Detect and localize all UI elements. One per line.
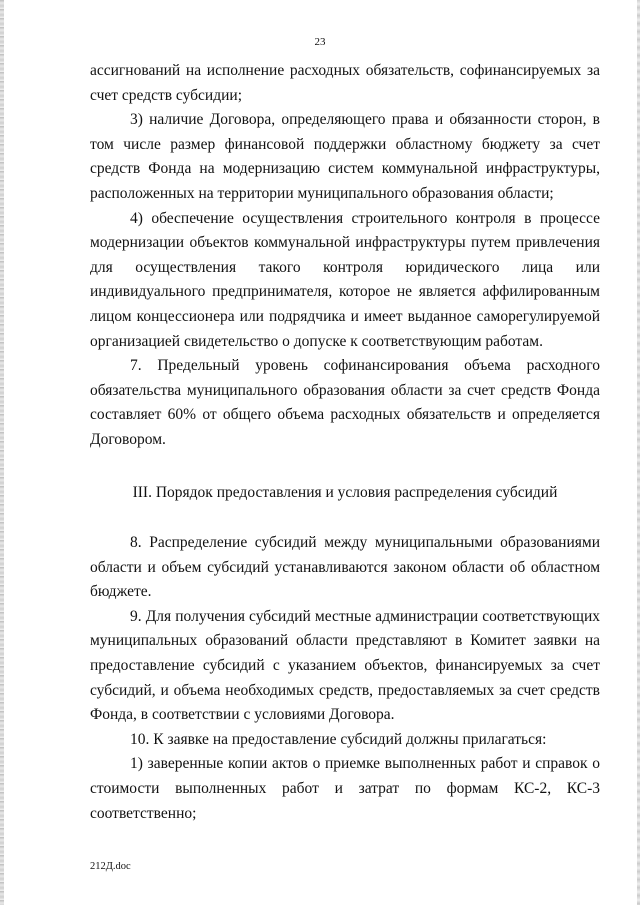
paragraph-clause-9: 9. Для получения субсидий местные администрации соответствующих муниципальных образований области представляют в Комитет заявки на предоставление субсидий с указанием объектов, финансируемых за счет субсидий, и объема необходимых средств, предоставляемых за счет средств Фонда, в соответствии с условиями Договора. bbox=[90, 607, 600, 724]
paragraph-continuation: ассигнований на исполнение расходных обязательств, софинансируемых за счет средств субсидии; bbox=[90, 62, 600, 104]
paragraph-sub-item-1: 1) заверенные копии актов о приемке выполненных работ и справок о стоимости выполненных работ и затрат по формам КС-2, КС-3 соответственно; bbox=[90, 755, 600, 822]
paragraph-clause-8: 8. Распределение субсидий между муниципальными образованиями области и объем субсидий устанавливаются законом области об областном бюджете. bbox=[90, 534, 600, 601]
paragraph-item-3: 3) наличие Договора, определяющего права и обязанности сторон, в том числе размер финансовой поддержки областному бюджету за счет средств Фонда на модернизацию систем коммунальной инфраструктуры, расположенных на территории муниципального образования области; bbox=[90, 111, 600, 202]
paragraph-item-4: 4) обеспечение осуществления строительного контроля в процессе модернизации объектов коммунальной инфраструктуры путем привлечения для осуществления такого контроля юридического лица или индивидуального предпринимателя, которое не является аффилированным лицом концессионера или подрядчика и имеет выданное саморегулируемой организацией свидетельство о допуске к соответствующим работам. bbox=[90, 209, 600, 350]
section-heading: III. Порядок предоставления и условия распределения субсидий bbox=[132, 483, 558, 501]
document-body bbox=[90, 59, 600, 826]
footer-file-code: 212Д.doc bbox=[90, 861, 131, 872]
page-number: 23 bbox=[314, 36, 326, 48]
scan-edge-left bbox=[0, 0, 4, 905]
paragraph-clause-7: 7. Предельный уровень софинансирования объема расходного обязательства муниципального образования области за счет средств Фонда составляет 60% от общего объема расходных обязательств и определяется Договором. bbox=[90, 357, 600, 448]
paragraph-clause-10: 10. К заявке на предоставление субсидий должны прилагаться: bbox=[130, 730, 547, 748]
